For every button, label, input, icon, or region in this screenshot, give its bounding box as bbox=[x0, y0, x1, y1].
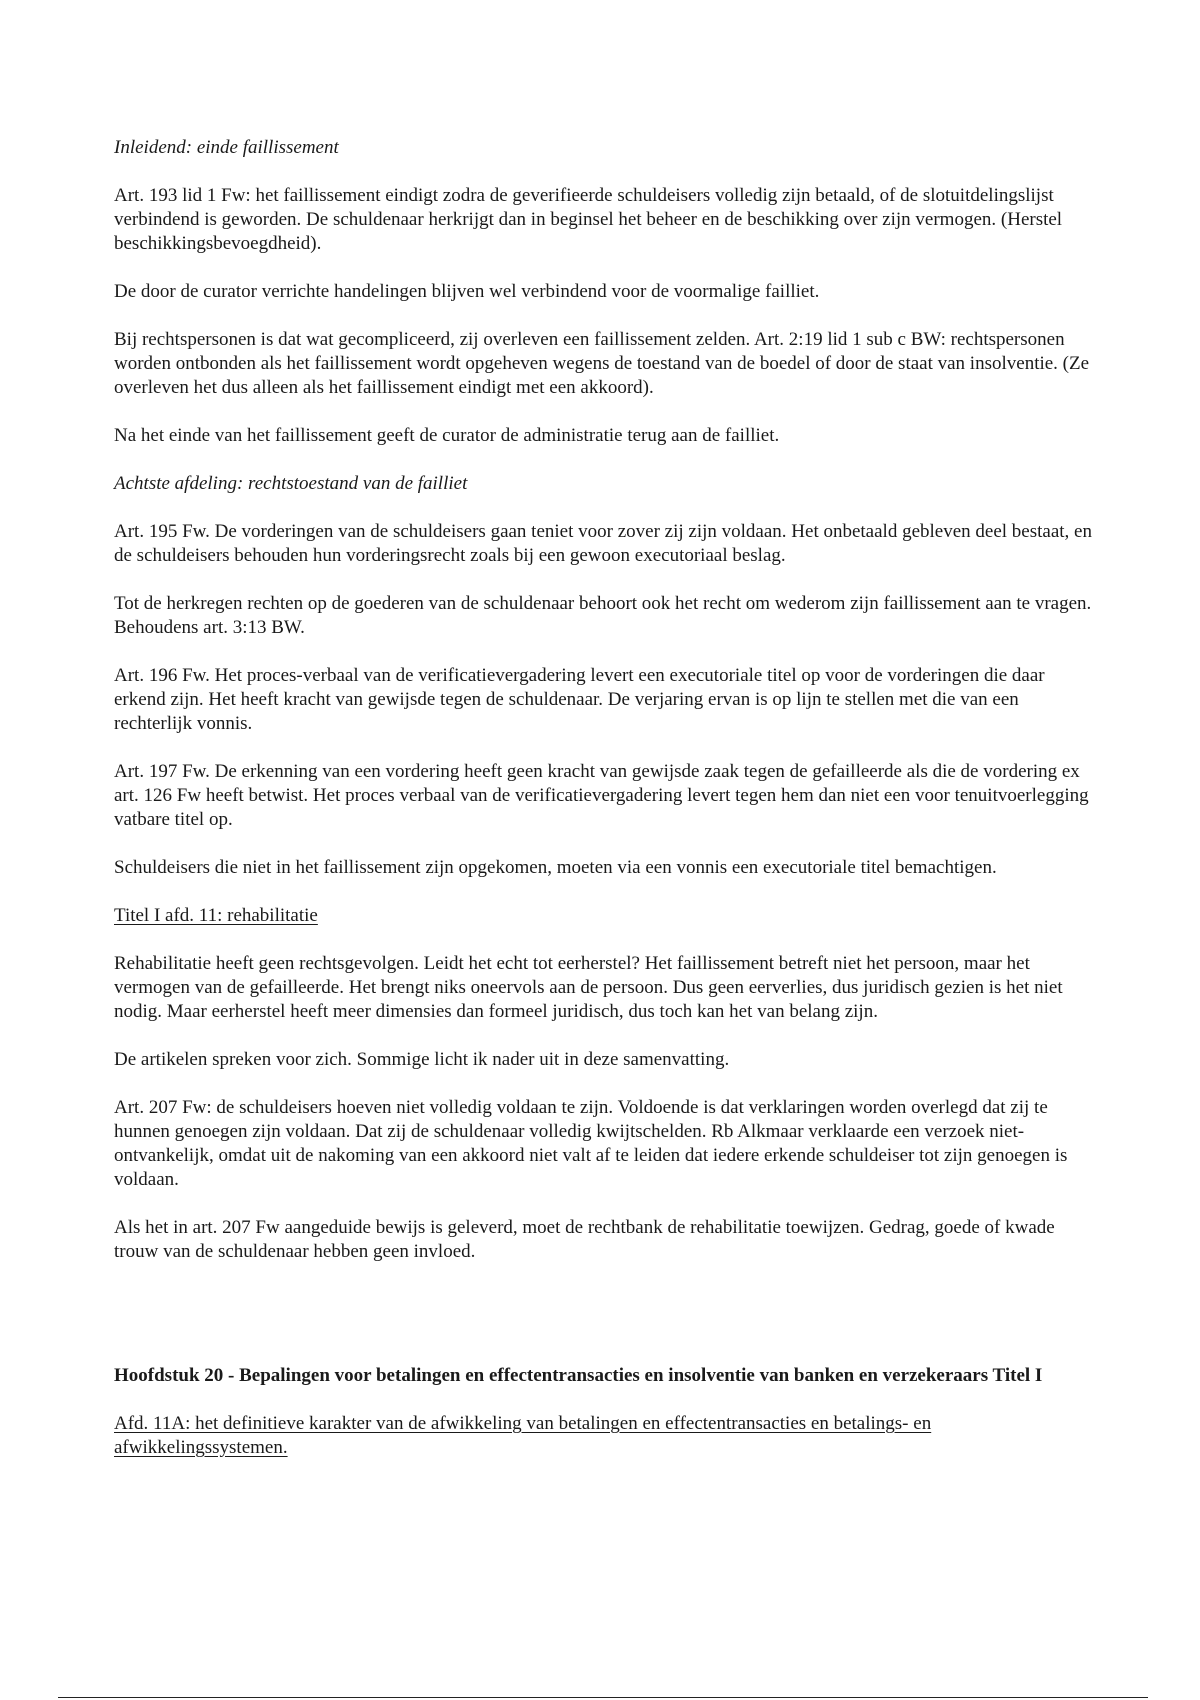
paragraph-schuldeisers-vonnis: Schuldeisers die niet in het faillissement zijn opgekomen, moeten via een vonnis een executoriale titel bemachtigen. bbox=[114, 857, 997, 878]
paragraph-art-197: Art. 197 Fw. De erkenning van een vordering heeft geen kracht van gewijsde zaak tegen de gefailleerde als die de vordering ex art. 126 Fw heeft betwist. Het proces verbaal van de verificatievergadering levert tegen hem dan niet een voor tenuitvoerlegging vatbare titel op. bbox=[114, 761, 1089, 830]
section-heading-rehabilitatie: Titel I afd. 11: rehabilitatie bbox=[114, 905, 318, 926]
paragraph-artikelen: De artikelen spreken voor zich. Sommige licht ik nader uit in deze samenvatting. bbox=[114, 1049, 730, 1070]
page-bottom-divider bbox=[58, 1697, 1148, 1698]
chapter-heading: Hoofdstuk 20 - Bepalingen voor betalingen en effectentransacties en insolventie van banken en verzekeraars Titel I bbox=[114, 1365, 1043, 1386]
paragraph-herkregen-rechten: Tot de herkregen rechten op de goederen van de schuldenaar behoort ook het recht om wederom zijn faillissement aan te vragen. Behoudens art. 3:13 BW. bbox=[114, 593, 1092, 638]
document-page bbox=[114, 136, 1094, 1484]
paragraph-bewijs-geleverd: Als het in art. 207 Fw aangeduide bewijs is geleverd, moet de rechtbank de rehabilitatie toewijzen. Gedrag, goede of kwade trouw van de schuldenaar hebben geen invloed. bbox=[114, 1217, 1055, 1262]
paragraph-curator-handelingen: De door de curator verrichte handelingen blijven wel verbindend voor de voormalige failliet. bbox=[114, 281, 820, 302]
section-heading-einde-faillissement: Inleidend: einde faillissement bbox=[114, 137, 339, 158]
section-heading-rechtstoestand: Achtste afdeling: rechtstoestand van de failliet bbox=[114, 473, 468, 494]
section-spacer bbox=[114, 1288, 1094, 1364]
chapter-subheading: Afd. 11A: het definitieve karakter van de afwikkeling van betalingen en effectentransacties en betalings- en afwikkelingssystemen. bbox=[114, 1413, 932, 1458]
paragraph-rehabilitatie-rechtsgevolgen: Rehabilitatie heeft geen rechtsgevolgen. Leidt het echt tot eerherstel? Het faillissement betreft niet het persoon, maar het vermogen van de gefailleerde. Het brengt niks oneervols aan de persoon. Dus geen eerverlies, dus juridisch gezien is het niet nodig. Maar eerherstel heeft meer dimensies dan formeel juridisch, dus toch kan het van belang zijn. bbox=[114, 953, 1063, 1022]
paragraph-art-196: Art. 196 Fw. Het proces-verbaal van de verificatievergadering levert een executoriale titel op voor de vorderingen die daar erkend zijn. Het heeft kracht van gewijsde tegen de schuldenaar. De verjaring ervan is op lijn te stellen met die van een rechterlijk vonnis. bbox=[114, 665, 1045, 734]
paragraph-art-193: Art. 193 lid 1 Fw: het faillissement eindigt zodra de geverifieerde schuldeisers volledig zijn betaald, of de slotuitdelingslijst verbindend is geworden. De schuldenaar herkrijgt dan in beginsel het beheer en de beschikking over zijn vermogen. (Herstel beschikkingsbevoegdheid). bbox=[114, 185, 1063, 254]
paragraph-administratie: Na het einde van het faillissement geeft de curator de administratie terug aan de failliet. bbox=[114, 425, 780, 446]
paragraph-art-207: Art. 207 Fw: de schuldeisers hoeven niet volledig voldaan te zijn. Voldoende is dat verklaringen worden overlegd dat zij te hunnen genoegen zijn voldaan. Dat zij de schuldenaar volledig kwijtschelden. Rb Alkmaar verklaarde een verzoek niet-ontvankelijk, omdat uit de nakoming van een akkoord niet valt af te leiden dat iedere erkende schuldeiser tot zijn genoegen is voldaan. bbox=[114, 1097, 1068, 1190]
paragraph-rechtspersonen: Bij rechtspersonen is dat wat gecompliceerd, zij overleven een faillissement zelden. Art. 2:19 lid 1 sub c BW: rechtspersonen worden ontbonden als het faillissement wordt opgeheven wegens de toestand van de boedel of door de staat van insolventie. (Ze overleven het dus alleen als het faillissement eindigt met een akkoord). bbox=[114, 329, 1090, 398]
paragraph-art-195: Art. 195 Fw. De vorderingen van de schuldeisers gaan teniet voor zover zij zijn voldaan. Het onbetaald gebleven deel bestaat, en de schuldeisers behouden hun vorderingsrecht zoals bij een gewoon executoriaal beslag. bbox=[114, 521, 1092, 566]
